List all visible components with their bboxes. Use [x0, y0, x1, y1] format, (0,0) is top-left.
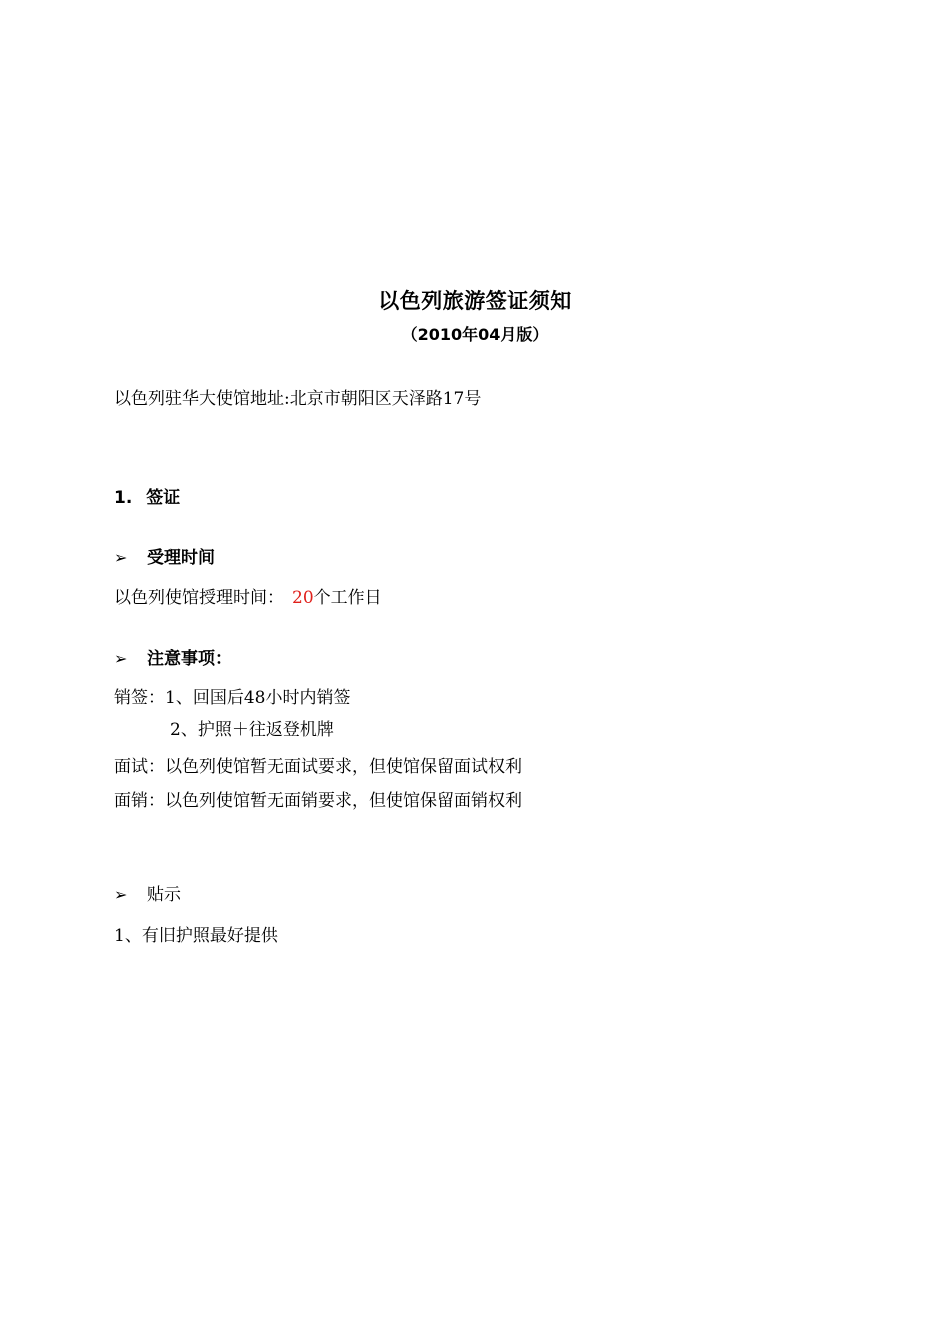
- cancel-visa-line: [114, 685, 350, 711]
- processing-time-line: [114, 585, 382, 611]
- cancel-visa-label: 销签：: [114, 688, 165, 708]
- tips-item-1: 1、有旧护照最好提供: [114, 926, 278, 946]
- arrow-bullet-icon: ➢: [114, 885, 128, 904]
- cancel-visa-item-1: 1、回国后48小时内销签: [165, 688, 351, 708]
- arrow-bullet-icon: ➢: [114, 548, 128, 567]
- interview-note: 面试：以色列使馆暂无面试要求，但使馆保留面试权利: [114, 757, 522, 777]
- cancel-interview-note: 面销：以色列使馆暂无面销要求，但使馆保留面销权利: [114, 791, 522, 811]
- tips-title: 贴示: [147, 885, 181, 905]
- processing-days-value: 20: [292, 588, 314, 608]
- arrow-bullet-icon: ➢: [114, 649, 128, 668]
- processing-time-label: 以色列使馆授理时间：: [114, 588, 284, 608]
- section-heading-visa: [114, 485, 180, 511]
- processing-time-heading: [114, 545, 215, 571]
- processing-days-unit: 个工作日: [313, 588, 382, 608]
- embassy-address: 以色列驻华大使馆地址:北京市朝阳区天泽路17号: [114, 389, 482, 409]
- processing-time-title: 受理时间: [147, 548, 215, 568]
- cancel-visa-item-2: 2、护照＋往返登机牌: [170, 720, 334, 740]
- notes-title: 注意事项：: [147, 649, 232, 669]
- notes-heading: [114, 646, 232, 672]
- document-title: 以色列旅游签证须知: [378, 289, 572, 313]
- section-number: 1.: [114, 488, 133, 508]
- document-subtitle: （2010年04月版）: [401, 325, 549, 344]
- section-title: 签证: [146, 488, 181, 508]
- tips-heading: [114, 882, 181, 908]
